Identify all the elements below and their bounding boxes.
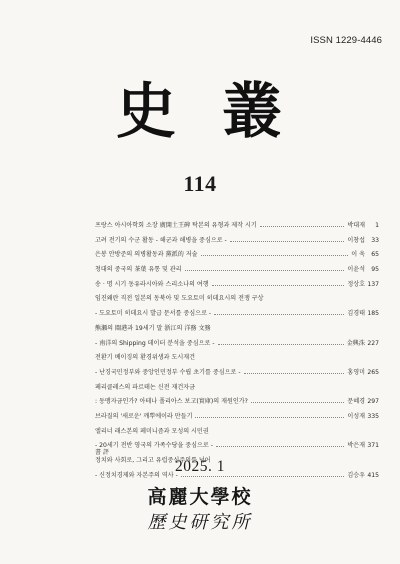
toc-entry: [95, 367, 379, 382]
toc-entry-page: 95: [371, 266, 379, 274]
journal-title-char-1: 史: [116, 77, 176, 147]
toc-entry-title-line: [95, 426, 379, 441]
toc-entry: [95, 440, 379, 455]
toc-entry-title-line: [95, 293, 379, 308]
toc-entry: [95, 396, 379, 411]
toc-entry-title: 전환기 베이징의 환경위생과 도시재건: [95, 354, 195, 362]
toc-entry-subtitle: : 동맹자금인가? 아테나 폴리아스 보고(實庫)의 재원인가?: [95, 398, 248, 406]
toc-entry: [95, 411, 379, 426]
toc-entry: [95, 264, 379, 279]
toc-entry-author: 박은재: [347, 442, 365, 450]
toc-leader-dots: [251, 402, 344, 403]
toc-entry-page: 65: [371, 251, 379, 259]
toc-entry-title: 임진왜란 직전 일본의 동북아 및 도요토미 히데요시의 전쟁 구상: [95, 295, 264, 303]
toc-entry-subtitle: - 도요토미 히데요시 발급 문서를 중심으로 -: [95, 310, 212, 318]
table-of-contents: [95, 220, 379, 484]
toc-entry-author: 홍영미: [347, 368, 365, 376]
toc-entry-page: 415: [367, 471, 379, 479]
toc-entry-title-line: [95, 352, 379, 367]
toc-entry-title: 엘리너 래스본의 페미니즘과 모성의 시민권: [95, 427, 209, 435]
publisher-institute: 歷史研究所: [147, 512, 253, 533]
publisher-university: 高麗大學校: [147, 486, 253, 508]
toc-leader-dots: [201, 255, 349, 256]
toc-leader-dots: [185, 270, 345, 271]
toc-entry-title: 고려 전기의 수군 활동 - 해군과 해병을 중심으로 -: [95, 236, 227, 244]
issue-date: 2025. 1: [175, 458, 225, 475]
toc-leader-dots: [195, 417, 344, 418]
toc-entry-subtitle: - 20세기 전반 영국의 가족수당을 중심으로 -: [95, 442, 213, 450]
toc-entry-author: 문혜경: [347, 398, 365, 406]
issue-number: 114: [183, 171, 217, 196]
toc-entry-title: 페리클레스의 파르테논 신전 재건자금: [95, 383, 195, 391]
toc-entry-page: 137: [367, 280, 379, 288]
toc-entry-author: 이성재: [347, 412, 365, 420]
toc-entry: [95, 308, 379, 323]
book-review-label: 書 評: [95, 449, 109, 456]
toc-entry-author: 金興洙: [346, 339, 365, 347]
toc-entry-title-line: [95, 323, 379, 338]
toc-entry: [95, 279, 379, 294]
toc-entry-title: 브라질의 '새로운' 깨뿌에이라 만들기: [95, 412, 193, 420]
toc-entry-title: 프랑스 아시아학회 소장 廣開土王碑 탁본의 유형과 제작 시기: [95, 222, 257, 229]
toc-entry-subtitle: - 난징국민정부와 중앙인민정부 수립 초기를 중심으로 -: [95, 368, 241, 376]
toc-entry: [95, 249, 379, 264]
toc-entry-title: 은봉 안방준의 의병활동과 黨派的 저술: [95, 251, 198, 259]
toc-entry-author: 김승우: [347, 471, 365, 479]
toc-entry-author: 박대재: [347, 222, 365, 229]
toc-entry-author: 정상호: [347, 280, 365, 288]
toc-entry-author: 김경태: [347, 310, 365, 318]
toc-entry: [95, 338, 379, 353]
toc-entry-page: 227: [367, 339, 379, 347]
journal-title-char-2: 叢: [222, 77, 282, 147]
toc-entry: [95, 220, 379, 235]
toc-entry-title-line: [95, 382, 379, 397]
toc-entry-page: 371: [367, 442, 379, 450]
toc-entry-author: 이 욱: [351, 251, 365, 259]
toc-entry-title: 熊瀬의 閘港과 19세기 말 浙江의 洋務 文務: [95, 324, 211, 332]
toc-entry-page: 335: [367, 412, 379, 420]
toc-entry-subtitle: - 신정치경제와 자본주의 역사 -: [95, 471, 178, 479]
toc-leader-dots: [260, 226, 345, 227]
toc-entry-page: 185: [367, 310, 379, 318]
toc-entry-page: 297: [367, 398, 379, 406]
toc-entry-title: 청대의 중국의 茶葉 유통 및 관리: [95, 266, 182, 274]
toc-leader-dots: [214, 314, 344, 315]
toc-entry-author: 이창섭: [347, 236, 365, 244]
toc-entry-page: 265: [367, 368, 379, 376]
issn-label: ISSN 1229-4446: [310, 35, 382, 46]
journal-title: [0, 72, 400, 152]
toc-leader-dots: [216, 446, 344, 447]
publisher: [0, 484, 400, 536]
toc-entry-author: 이윤석: [347, 266, 365, 274]
toc-entry-title: 정치와 사회로, 그리고 유럽중심주의를 넘어: [95, 457, 211, 464]
toc-leader-dots: [212, 285, 345, 286]
toc-leader-dots: [244, 373, 345, 374]
toc-entry-page: 33: [371, 236, 379, 244]
toc-entry-subtitle: - 南洋의 Shipping 데이터 분석을 중심으로 -: [95, 339, 215, 347]
toc-entry-page: 1: [375, 222, 379, 229]
toc-leader-dots: [230, 241, 345, 242]
toc-entry: [95, 235, 379, 250]
toc-leader-dots: [218, 344, 344, 345]
toc-entry-title: 송 · 명 시기 동유라시아와 스리소나의 여행: [95, 280, 209, 288]
